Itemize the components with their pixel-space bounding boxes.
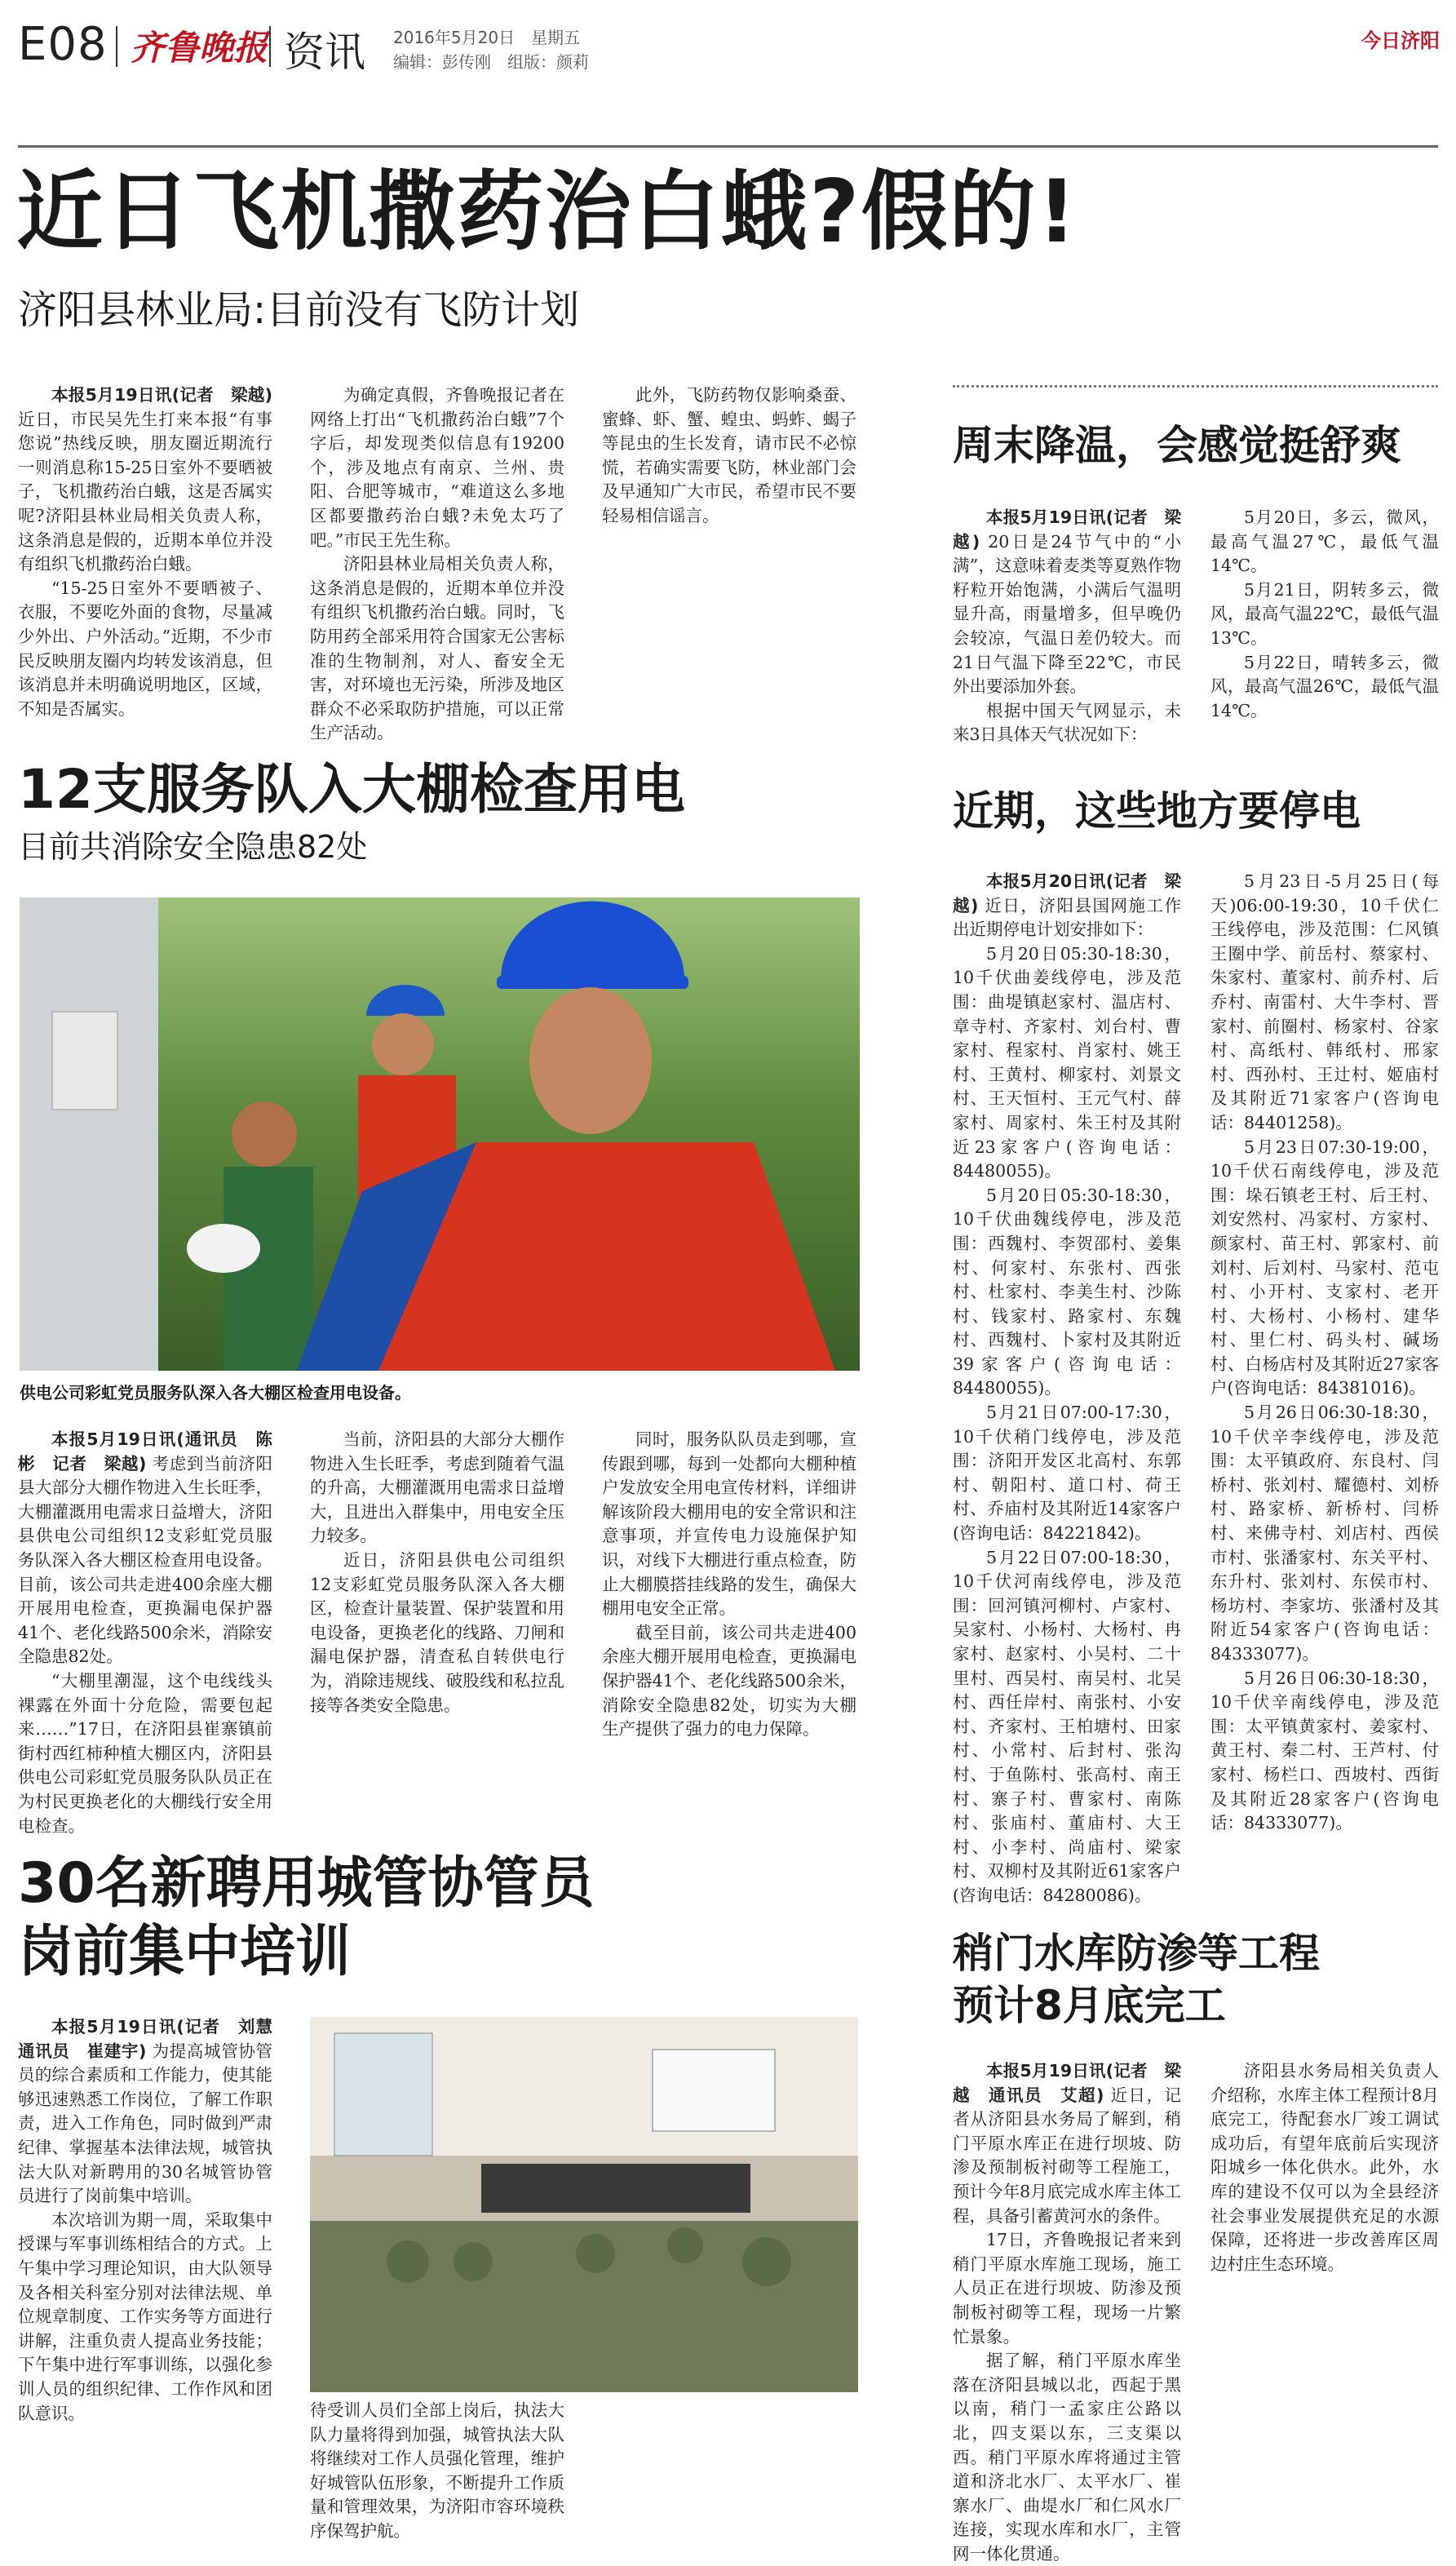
outage-item: 5月23日-5月25日(每天)06:00-19:30，10千伏仁王线停电，涉及范围：仁风镇王圈中学、前岳村、蔡家村、朱家村、董家村、前乔村、后乔村、南雷村、大牛李村、晋家村、前圈村、杨家村、谷家村、高纸村、韩纸村、邢家村、西孙村、王辻村、姬庙村及其附近71家客户(咨询电话：84401258)。	[1210, 871, 1439, 1132]
paragraph: 济阳县林业局相关负责人称，这条消息是假的，近期本单位并没有组织飞机撒药治白蛾。同时，飞防用药全部采用符合国家无公害标准的生物制剂，对人、畜安全无害，对环境也无污染，所涉及地区群众不必采取防护措施，可以正常生产活动。	[310, 554, 564, 743]
editor-credits: 编辑：彭传刚 组版：颜莉	[393, 52, 589, 72]
paragraph: 据了解，稍门平原水库坐落在济阳县城以北，西起于黑以南，稍门一孟家庄公路以北，四支渠以东，三支渠以西。稍门平原水库将通过主管道和济北水厂、太平水厂、崔寨水厂、曲堤水厂和仁风水厂连接，实现水库和水厂，主管网一体化贯通。	[953, 2351, 1181, 2564]
headline-line-1: 30名新聘用城管协管员	[18, 1851, 595, 1916]
article-column	[310, 1428, 564, 1803]
article-column	[310, 383, 564, 743]
article-column	[1210, 870, 1439, 1898]
outage-item: 5月26日06:30-18:30，10千伏辛李线停电，涉及范围：太平镇政府、东良村、闫桥村、张刘村、耀德村、刘桥村、路家桥、新桥村、闫桥村、来佛寺村、刘店村、西侯市村、张潘家村、东关平村、东升村、张刘村、东侯市村、杨坊村、李家坊、张潘村及其附近54家客户(咨询电话：84333077)。	[1210, 1403, 1439, 1664]
column-rule	[953, 385, 1438, 388]
paragraph: 17日，齐鲁晚报记者来到稍门平原水库施工现场，施工人员正在进行坝坡、防渗及预制板衬砌等工程，现场一片繁忙景象。	[953, 2230, 1181, 2347]
headline: 12支服务队入大棚检查用电	[18, 758, 685, 821]
forecast-day: 5月20日，多云，微风，最高气温27℃，最低气温14℃。	[1210, 507, 1439, 576]
page-number: E08	[18, 18, 108, 71]
article-lead: 本报5月20日讯(记者 梁越)	[953, 871, 1181, 915]
headline-line-2: 预计8月底完工	[953, 1982, 1226, 2029]
paragraph: 为确定真假，齐鲁晚报记者在网络上打出“飞机撒药治白蛾”7个字后，却发现类似信息有19200个，涉及地点有南京、兰州、贵阳、合肥等城市，“难道这么多地区都要撒药治白蛾?未免太巧了吧。”市民王先生称。	[310, 385, 564, 550]
headline-line-1: 稍门水库防渗等工程	[953, 1930, 1320, 1977]
subheadline: 济阳县林业局:目前没有飞防计划	[18, 287, 580, 333]
outage-item: 5月26日06:30-18:30，10千伏辛南线停电，涉及范围：太平镇黄家村、姜家村、黄王村、秦二村、王芦村、付家村、杨栏口、西坡村、西街及其附近28家客户(咨询电话：84333077)。	[1210, 1668, 1439, 1833]
article-column	[310, 2399, 564, 2541]
forecast-day: 5月22日，晴转多云，微风，最高气温26℃，最低气温14℃。	[1210, 652, 1439, 720]
news-photo-training	[310, 2017, 858, 2392]
article-lead: 本报5月19日讯(记者 刘慧 通讯员 崔建宇)	[18, 2017, 290, 2061]
news-photo-greenhouse	[20, 897, 860, 1371]
paragraph: 根据中国天气网显示，未来3日具体天气状况如下：	[953, 700, 1181, 745]
article-column	[953, 870, 1181, 1905]
header-divider	[116, 26, 117, 67]
outage-item: 5月23日07:30-19:00，10千伏石南线停电，涉及范围：垛石镇老王村、后王村、刘安然村、冯家村、方家村、颜家村、苗王村、郭家村、前刘村、后刘村、马家村、范屯村、小开村、支家村、老开村、大杨村、小杨村、建华村、里仁村、码头村、碱场村、白杨店村及其附近27家客户(咨询电话：84381016)。	[1210, 1137, 1439, 1398]
issue-date: 2016年5月20日 星期五	[393, 28, 581, 47]
paragraph: 本次培训为期一周，采取集中授课与军事训练相结合的方式。上午集中学习理论知识，由大队领导及各相关科室分别对法律法规、单位规章制度、工作实务等方面进行讲解，注重负责人提高业务技能；下午集中进行军事训练，以强化参训人员的组织纪律、工作作风和团队意识。	[18, 2209, 272, 2423]
article-column	[1210, 2059, 1439, 2484]
article-column	[602, 383, 856, 710]
outage-item: 5月22日07:00-18:30，10千伏河南线停电，涉及范围：回河镇河柳村、卢家村、吴家村、小杨村、大杨村、冉家村、赵家村、小吴村、二十里村、西吴村、南吴村、北吴村、西任岸村、南张村、小安村、齐家村、王柏塘村、田家村、小常村、后封村、张沟村、于鱼陈村、张高村、南王村、寨子村、曹家村、南陈村、张庙村、董庙村、大王村、小李村、尚庙村、梁家村、双柳村及其附近61家客户(咨询电话：84280086)。	[953, 1547, 1181, 1905]
article-column-continued	[602, 2399, 856, 2488]
headline: 近日飞机撒药治白蛾?假的!	[16, 162, 1078, 262]
paragraph: 此外，飞防药物仅影响桑蚕、蜜蜂、虾、蟹、蝗虫、蚂蚱、蝎子等昆虫的生长发育，请市民不必惊慌，若确实需要飞防，林业部门会及早通知广大市民，希望市民不要轻易相信谣言。	[602, 385, 856, 525]
forecast-day: 5月21日，阴转多云，微风，最高气温22℃，最低气温13℃。	[1210, 579, 1439, 648]
article-lead: 本报5月19日讯(记者 梁越 通讯员 艾超)	[953, 2061, 1181, 2105]
paragraph: 近日，市民吴先生打来本报“有事您说”热线反映，朋友圈近期流行一则消息称15-25日室外不要晒被子，飞机撒药治白蛾，这是否属实呢?济阳县林业局相关负责人称，这条消息是假的，近期本单位并没有组织飞机撒药治白蛾。	[18, 409, 272, 574]
paragraph: 近日，济阳县供电公司组织12支彩虹党员服务队深入各大棚区，检查计量装置、保护装置和用电设备，更换老化的线路、刀闸和漏电保护器，清查私自转供电行为，消除违规线、破股线和私拉乱接等各类安全隐患。	[310, 1549, 564, 1715]
paragraph: “15-25日室外不要晒被子、衣服，不要吃外面的食物，尽量减少外出、户外活动。”近期，不少市民反映朋友圈内均转发该消息，但该消息并未明确说明地区，区域，不知是否属实。	[18, 578, 272, 719]
paragraph: 考虑到当前济阳县大部分大棚作物进入生长旺季，大棚灌溉用电需求日益增大，济阳县供电公司组织12支彩虹党员服务队深入各大棚区检查用电设备。目前，该公司共走进400余座大棚开展用电检查，更换漏电保护器41个、老化线路500余米，消除安全隐患82处。	[18, 1453, 272, 1667]
edition-name: 今日济阳	[1361, 29, 1440, 52]
article-lead: 本报5月19日讯(通讯员 陈彬 记者 梁越)	[18, 1429, 272, 1474]
paragraph: 济阳县水务局相关负责人介绍称，水库主体工程预计8月底完工，待配套水厂竣工调试成功后，有望年底前后实现济阳城乡一体化供水。此外，水库的建设不仅可以为全县经济社会事业发展提供充足的水源保障，还将进一步改善库区周边村庄生态环境。	[1210, 2061, 1439, 2274]
header-divider	[269, 26, 271, 67]
article-column	[18, 383, 272, 719]
article-lead: 本报5月19日讯(记者 梁越)	[51, 385, 272, 405]
newspaper-logo: 齐鲁晚报	[131, 28, 268, 68]
article-column	[18, 2015, 290, 2480]
paragraph: “大棚里潮湿，这个电线线头裸露在外面十分危险，需要包起来……”17日，在济阳县崔寨镇前街村西红柿种植大棚区内，济阳县供电公司彩虹党员服务队队员正在为村民更换老化的大棚线行安全用电检查。	[18, 1670, 272, 1836]
headline: 周末降温，会感觉挺舒爽	[953, 422, 1401, 469]
headline-line-2: 岗前集中培训	[18, 1920, 352, 1984]
paragraph: 20日是24节气中的“小满”，这意味着麦类等夏熟作物籽粒开始饱满，小满后气温明显升高，雨量增多，但早晚仍会较凉，气温日差仍较大。而21日气温下降至22℃，市民外出要添加外套。	[953, 531, 1181, 697]
section-name: 资讯	[284, 29, 365, 76]
article-column	[953, 2059, 1181, 2564]
article-column	[18, 1428, 272, 1836]
paragraph: 为提高城管协管员的综合素质和工作能力，使其能够迅速熟悉工作岗位，了解工作职责，进入工作角色，同时做到严肃纪律、掌握基本法律法规，城管执法大队对新聘用的30名城管协管员进行了岗前集中培训。	[18, 2041, 272, 2206]
paragraph: 待受训人员们全部上岗后，执法大队力量将得到加强，城管执法大队将继续对工作人员强化管理，维护好城管队伍形象，不断提升工作质量和管理效果，为济阳市容环境秩序保驾护航。	[310, 2400, 564, 2541]
article-column	[602, 1428, 856, 1803]
article-lead: 本报5月19日讯(记者 梁越)	[953, 507, 1181, 552]
paragraph: 近日，济阳县国网施工作出近期停电计划安排如下：	[953, 895, 1181, 940]
header-rule	[18, 145, 1438, 148]
outage-item: 5月20日05:30-18:30，10千伏曲姜线停电，涉及范围：曲堤镇赵家村、温店村、章寺村、齐家村、刘台村、曹家村、程家村、肖家村、姚王村、王黄村、柳家村、刘景文村、王天恒村、王元气村、薛家村、周家村、朱王村及其附近23家客户(咨询电话：84480055)。	[953, 943, 1181, 1181]
outage-item: 5月20日05:30-18:30，10千伏曲魏线停电，涉及范围：西魏村、李贺邵村、姜集村、何家村、东张村、西张村、杜家村、李美生村、沙陈村、钱家村、路家村、东魏村、西魏村、卜家村及其附近39家客户(咨询电话：84480055)。	[953, 1185, 1181, 1398]
article-column	[953, 506, 1181, 751]
outage-item: 5月21日07:00-17:30，10千伏稍门线停电，涉及范围：济阳开发区北高村、东郭村、朝阳村、道口村、荷王村、乔庙村及其附近14家客户(咨询电话：84221842)。	[953, 1403, 1181, 1544]
paragraph: 近日，记者从济阳县水务局了解到，稍门平原水库正在进行坝坡、防渗及预制板衬砌等工程施工，预计今年8月底完成水库主体工程，具备引蓄黄河水的条件。	[953, 2085, 1181, 2226]
paragraph: 当前，济阳县的大部分大棚作物进入生长旺季，考虑到随着气温的升高，大棚灌溉用电需求日益增大，且进出入群集中，用电安全压力较多。	[310, 1429, 564, 1546]
article-column	[1210, 506, 1439, 751]
headline: 近期，这些地方要停电	[953, 787, 1361, 835]
paragraph: 截至目前，该公司共走进400余座大棚开展用电检查，更换漏电保护器41个、老化线路500余米，消除安全隐患82处，切实为大棚生产提供了强力的电力保障。	[602, 1622, 856, 1739]
photo-caption: 供电公司彩虹党员服务队深入各大棚区检查用电设备。	[20, 1383, 411, 1403]
subheadline: 目前共消除安全隐患82处	[18, 829, 368, 865]
paragraph: 同时，服务队队员走到哪，宣传跟到哪，每到一处都向大棚种植户发放安全用电宣传材料，详细讲解该阶段大棚用电的安全常识和注意事项，并宣传电力设施保护知识，对线下大棚进行重点检查，防止大棚膜搭挂线路的发生，确保大棚用电安全正常。	[602, 1429, 856, 1619]
